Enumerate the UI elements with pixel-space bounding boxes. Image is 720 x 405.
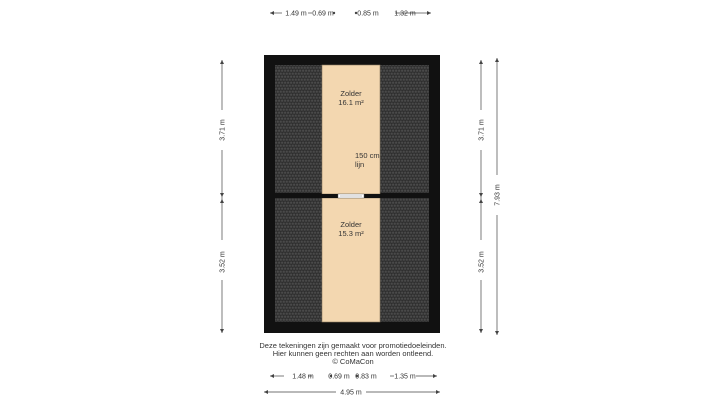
dim-total-width: 4.95 m [340,389,362,397]
room-area-bottom: 15.3 m² [338,229,364,238]
room-area-top: 16.1 m² [338,98,364,107]
dim-right-bottom: 3.52 m [478,251,486,273]
room-name-bottom: Zolder [340,220,362,229]
dim-left-top: 3.71 m [219,119,227,141]
dim-bottom-4: 1.35 m [394,373,416,381]
dimension-total-width [264,390,440,397]
dim-left-bottom: 3.52 m [219,251,227,273]
room-zolder-top [322,65,380,194]
dimension-left [220,60,227,333]
room-zolder-bottom [322,198,380,322]
divider-wall-right [364,194,429,198]
dimension-bottom [270,374,437,381]
dim-bottom-3: 0.83 m [355,373,377,381]
annotation-line-2: lijn [355,160,365,169]
roof-slope-right-top [380,65,429,193]
dimension-total-height [495,58,502,335]
disclaimer-line-1: Deze tekeningen zijn gemaakt voor promotiedoeleinden. [259,341,447,350]
dim-top-2: 0.69 m [312,10,334,18]
divider-wall-left [275,194,338,198]
dimension-right-inner [479,60,486,333]
disclaimer-line-3: © CoMaCon [332,357,374,366]
dim-right-top: 3.71 m [478,119,486,141]
dimension-top [270,11,431,18]
dim-total-height: 7.93 m [494,184,502,206]
room-name-top: Zolder [340,89,362,98]
dim-top-1: 1.49 m [285,10,307,18]
roof-slope-left-bottom [275,198,322,322]
annotation-line-1: 150 cm [355,151,380,160]
roof-slope-left-top [275,65,322,193]
dim-top-3: 0.85 m [357,10,379,18]
disclaimer-line-2: Hier kunnen geen rechten aan worden ontleend. [272,349,434,358]
dim-bottom-2: 0.69 m [328,373,350,381]
roof-slope-right-bottom [380,198,429,322]
dim-top-4: 1.32 m [394,10,416,18]
dim-bottom-1: 1.48 m [292,373,314,381]
